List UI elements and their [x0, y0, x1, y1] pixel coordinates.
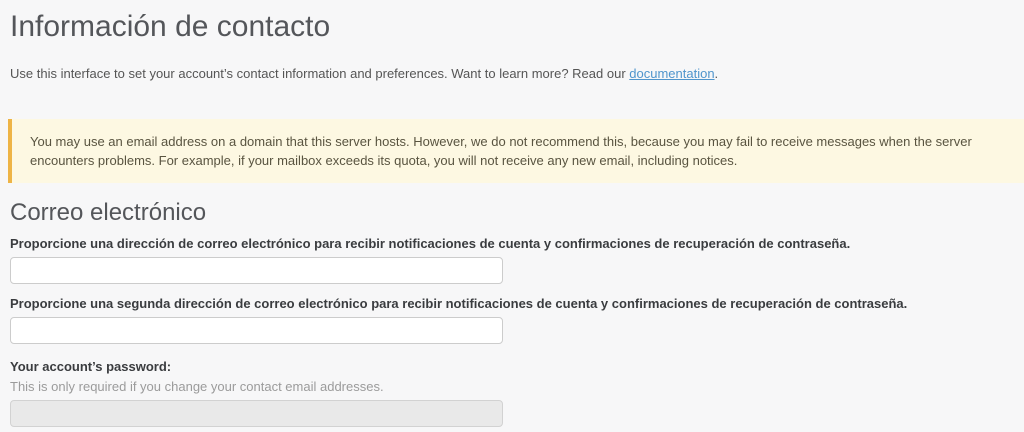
page-title: Información de contacto — [10, 10, 331, 43]
warning-text: You may use an email address on a domain that this server hosts. However, we do not recommend this, because you may fail to receive messages when the server encounters problems. For example, if your mailbox exceeds its quota, you will not receive any new email, including notices. — [30, 134, 972, 168]
description-text-end: . — [714, 66, 719, 81]
password-label: Your account’s password: — [10, 359, 172, 374]
section-title-email: Correo electrónico — [10, 199, 207, 226]
secondary-email-input[interactable] — [10, 317, 503, 344]
page-description — [0, 44, 1024, 83]
primary-email-label: Proporcione una dirección de correo electrónico para recibir notificaciones de cuenta y confirmaciones de recuperación de contraseña. — [10, 236, 851, 251]
description-text: Use this interface to set your account’s contact information and preferences. Want to learn more? Read our — [10, 66, 630, 81]
warning-callout — [8, 119, 1024, 183]
password-input[interactable] — [10, 400, 503, 427]
documentation-link[interactable]: documentation — [629, 66, 715, 81]
secondary-email-label: Proporcione una segunda dirección de correo electrónico para recibir notificaciones de cuenta y confirmaciones de recuperación de contraseña. — [10, 296, 908, 311]
password-helper: This is only required if you change your contact email addresses. — [10, 379, 384, 394]
primary-email-input[interactable] — [10, 257, 503, 284]
